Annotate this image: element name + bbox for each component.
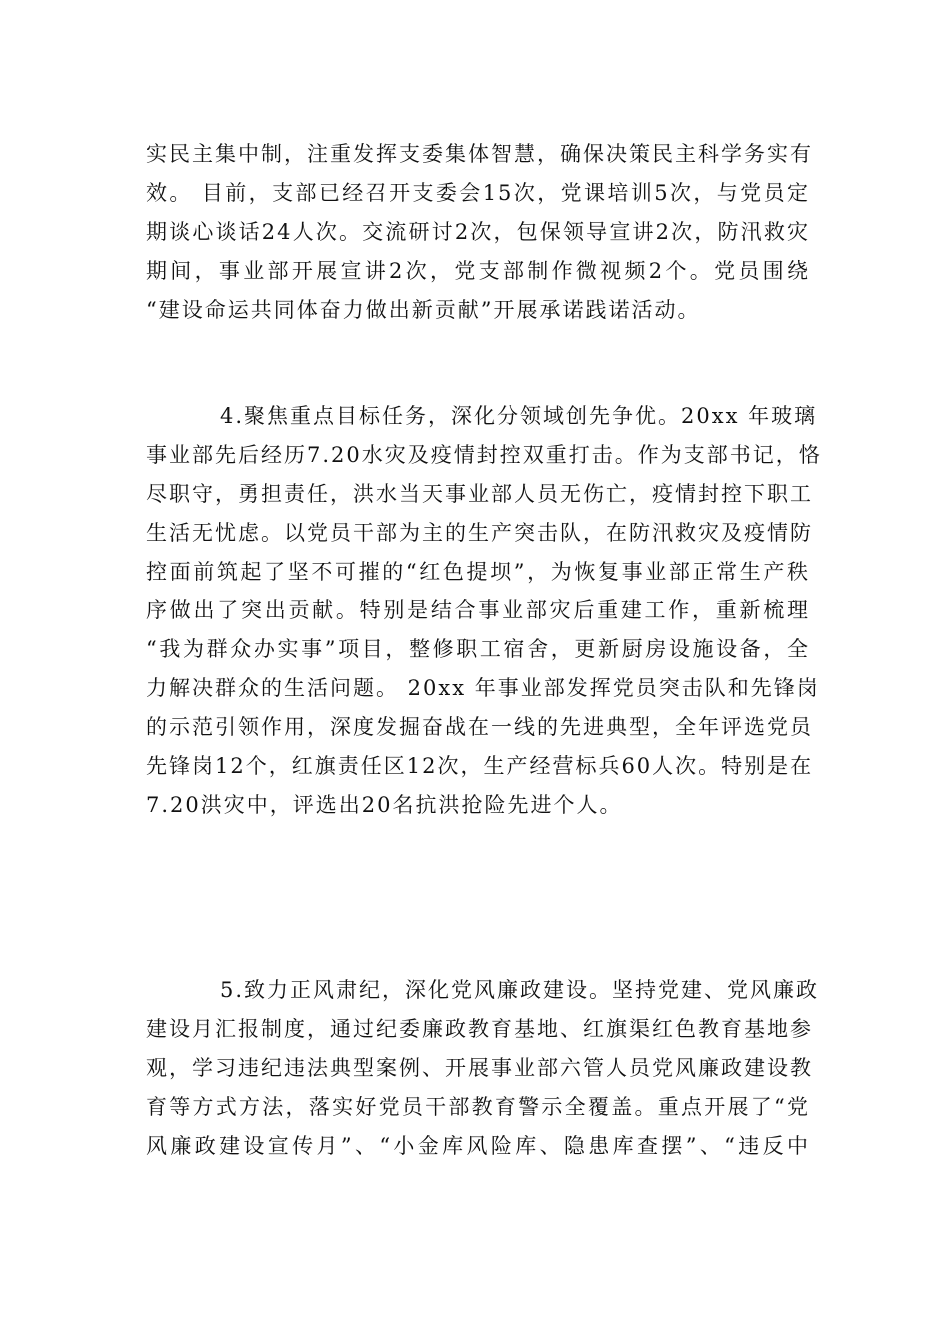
paragraph-line: “我为群众办实事”项目，整修职工宿舍，更新厨房设施设备，全: [146, 637, 810, 662]
paragraph-line: 控面前筑起了坚不可摧的“红色提坝”，为恢复事业部正常生产秩: [146, 559, 810, 584]
paragraph-line: 7.20洪灾中，评选出20名抗洪抢险先进个人。: [146, 792, 623, 817]
paragraph-line: 生活无忧虑。以党员干部为主的生产突击队，在防汛救灾及疫情防: [146, 520, 813, 545]
paragraph-item-5: [146, 971, 820, 1165]
paragraph-line: 实民主集中制，注重发挥支委集体智慧，确保决策民主科学务实有: [146, 142, 813, 166]
paragraph-line: 5.致力正风肃纪，深化党风廉政建设。坚持党建、党风廉政: [220, 978, 820, 1002]
paragraph-line: 期谈心谈话24人次。交流研讨2次，包保领导宣讲2次，防汛救灾: [146, 219, 810, 244]
paragraph-line: 育等方式方法，落实好党员干部教育警示全覆盖。重点开展了“党: [146, 1094, 810, 1119]
paragraph-line: 事业部先后经历7.20水灾及疫情封控双重打击。作为支部书记，恪: [146, 442, 822, 467]
paragraph-line: “建设命运共同体奋力做出新贡献”开展承诺践诺活动。: [146, 297, 701, 322]
paragraph-line: 风廉政建设宣传月”、“小金库风险库、隐患库查摆”、“违反中: [146, 1133, 810, 1158]
paragraph-line: 力解决群众的生活问题。 20xx 年事业部发挥党员突击队和先锋岗: [146, 676, 820, 701]
paragraph-continuation: [146, 135, 813, 329]
paragraph-line: 的示范引领作用，深度发掘奋战在一线的先进典型，全年评选党员: [146, 715, 813, 740]
paragraph-line: 4.聚焦重点目标任务，深化分领域创先争优。20xx 年玻璃: [220, 404, 818, 428]
paragraph-line: 效。 目前，支部已经召开支委会15次，党课培训5次，与党员定: [146, 180, 810, 205]
paragraph-line: 尽职守，勇担责任，洪水当天事业部人员无伤亡，疫情封控下职工: [146, 481, 813, 506]
paragraph-line: 观，学习违纪违法典型案例、开展事业部六管人员党风廉政建设教: [146, 1055, 813, 1080]
paragraph-line: 建设月汇报制度，通过纪委廉政教育基地、红旗渠红色教育基地参: [146, 1016, 813, 1041]
paragraph-line: 期间，事业部开展宣讲2次，党支部制作微视频2个。党员围绕: [146, 258, 810, 283]
paragraph-item-4: [146, 397, 822, 825]
paragraph-line: 先锋岗12个，红旗责任区12次，生产经营标兵60人次。特别是在: [146, 754, 814, 779]
paragraph-line: 序做出了突出贡献。特别是结合事业部灾后重建工作，重新梳理: [146, 598, 810, 623]
